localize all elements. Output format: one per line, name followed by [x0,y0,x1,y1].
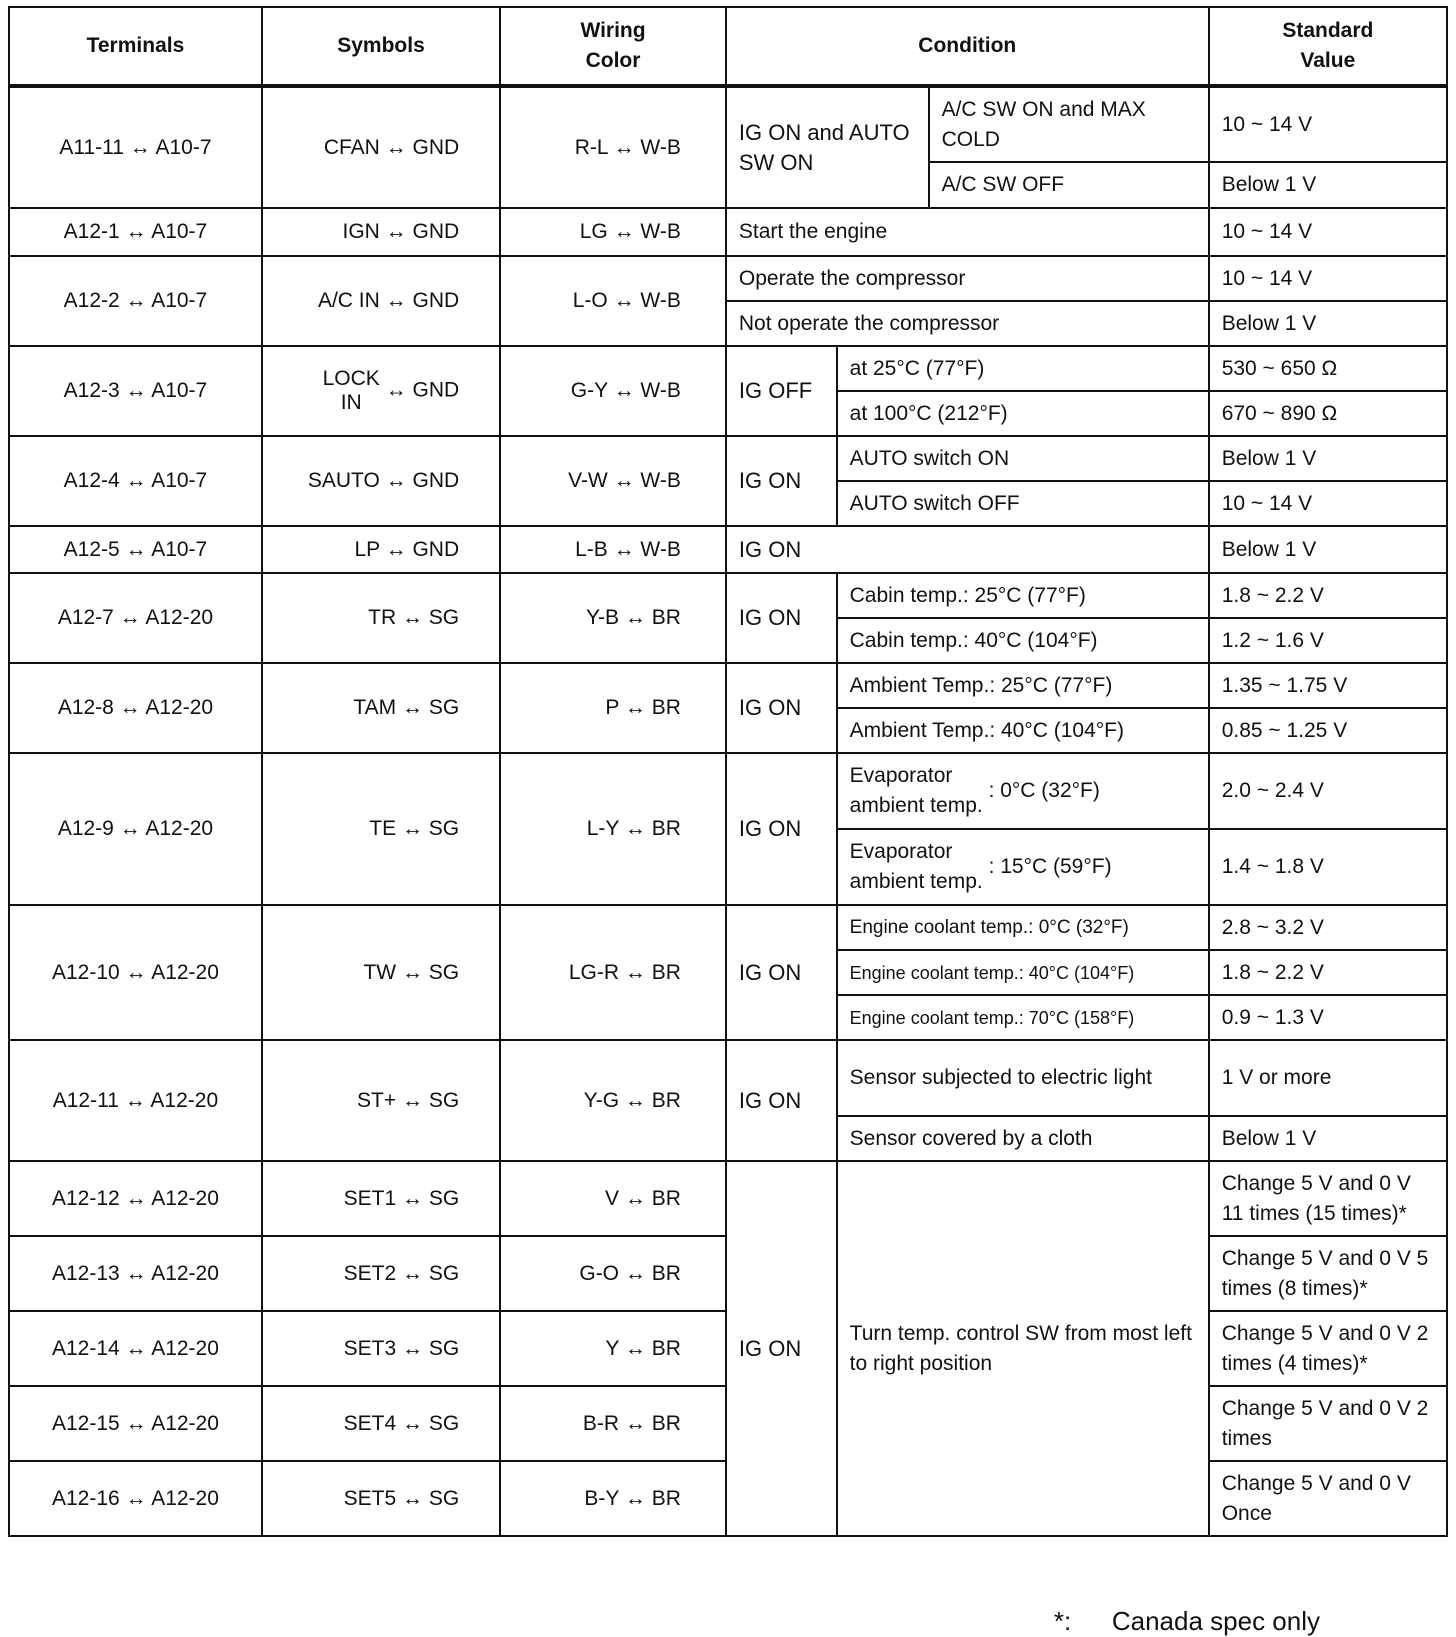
symbols-cell: TAM ↔ SG [262,663,500,753]
terminals-cell: A12-9 ↔ A12-20 [9,753,262,905]
terminals-cell: A12-2 ↔ A10-7 [9,256,262,346]
symbols-cell: SET5 ↔ SG [262,1461,500,1536]
terminals-cell: A12-1 ↔ A10-7 [9,208,262,256]
symbols-cell [262,346,500,436]
value-cell: 10 ~ 14 V [1209,208,1447,256]
symbols-cell: LP ↔ GND [262,526,500,573]
symbol-in: IN [340,391,362,414]
value-cell: 1.4 ~ 1.8 V [1209,829,1447,905]
symbols-cell: SET2 ↔ SG [262,1236,500,1311]
condition-main-cell: IG ON [726,1040,837,1161]
header-terminals: Terminals [9,7,262,86]
header-condition: Condition [726,7,1209,86]
symbols-cell: SET4 ↔ SG [262,1386,500,1461]
evap-label [850,837,983,897]
terminals-cell: A12-3 ↔ A10-7 [9,346,262,436]
condition-main-cell: IG ON and AUTO SW ON [726,86,929,208]
table-row [9,436,1447,481]
symbols-cell: SET1 ↔ SG [262,1161,500,1236]
condition-sub-cell: AUTO switch OFF [837,481,1209,526]
value-cell: Change 5 V and 0 V 2 times (4 times)* [1209,1311,1447,1386]
value-cell: 1.2 ~ 1.6 V [1209,618,1447,663]
value-cell: Below 1 V [1209,301,1447,346]
table-row [9,526,1447,573]
evap-temp: : 15°C (59°F) [988,855,1112,878]
table-row [9,905,1447,950]
value-cell: 10 ~ 14 V [1209,481,1447,526]
condition-main-cell: IG OFF [726,346,837,436]
table-row [9,86,1447,162]
wiring-cell: Y-B ↔ BR [500,573,726,663]
value-cell: Change 5 V and 0 V Once [1209,1461,1447,1536]
evap-line-1: Evaporator [849,840,953,863]
value-cell: 10 ~ 14 V [1209,86,1447,162]
footnote-mark: *: [1053,1606,1072,1636]
condition-cell: Not operate the compressor [726,301,1209,346]
symbols-cell: TW ↔ SG [262,905,500,1040]
wiring-cell: V-W ↔ W-B [500,436,726,526]
value-cell: 0.9 ~ 1.3 V [1209,995,1447,1040]
terminals-cell: A12-15 ↔ A12-20 [9,1386,262,1461]
terminals-cell: A12-12 ↔ A12-20 [9,1161,262,1236]
terminals-cell: A12-8 ↔ A12-20 [9,663,262,753]
terminals-cell: A12-16 ↔ A12-20 [9,1461,262,1536]
condition-main-cell: IG ON [726,905,837,1040]
condition-sub-cell: Sensor covered by a cloth [837,1116,1209,1161]
header-wiring-color: Wiring Color [500,7,726,86]
condition-sub-cell: Sensor subjected to electric light [837,1040,1209,1116]
symbols-cell: TE ↔ SG [262,753,500,905]
condition-sub-cell: at 100°C (212°F) [837,391,1209,436]
condition-sub-cell: AUTO switch ON [837,436,1209,481]
value-cell: 0.85 ~ 1.25 V [1209,708,1447,753]
condition-sub-cell [837,753,1209,829]
wiring-cell: V ↔ BR [500,1161,726,1236]
condition-sub-cell: Engine coolant temp.: 70°C (158°F) [837,995,1209,1040]
wiring-cell: R-L ↔ W-B [500,86,726,208]
evap-line-2: ambient temp. [849,794,983,817]
value-cell: 1.35 ~ 1.75 V [1209,663,1447,708]
symbol-lock: LOCK [322,367,380,390]
evap-temp: : 0°C (32°F) [988,779,1100,802]
wiring-cell: B-R ↔ BR [500,1386,726,1461]
value-cell: Change 5 V and 0 V 2 times [1209,1386,1447,1461]
table-row [9,1040,1447,1116]
table-row [9,256,1447,301]
condition-cell: Start the engine [726,208,1209,256]
table-row [9,753,1447,829]
value-cell: 10 ~ 14 V [1209,256,1447,301]
symbol-lock-in [323,367,380,415]
terminals-cell: A12-13 ↔ A12-20 [9,1236,262,1311]
terminals-cell: A11-11 ↔ A10-7 [9,86,262,208]
terminals-cell: A12-11 ↔ A12-20 [9,1040,262,1161]
value-cell: 2.0 ~ 2.4 V [1209,753,1447,829]
wiring-cell: L-O ↔ W-B [500,256,726,346]
condition-sub-cell: Engine coolant temp.: 40°C (104°F) [837,950,1209,995]
wiring-cell: P ↔ BR [500,663,726,753]
value-cell: Below 1 V [1209,162,1447,208]
wiring-cell: Y ↔ BR [500,1311,726,1386]
wiring-cell: L-B ↔ W-B [500,526,726,573]
table-row [9,573,1447,618]
condition-sub-cell: Ambient Temp.: 40°C (104°F) [837,708,1209,753]
terminals-cell: A12-14 ↔ A12-20 [9,1311,262,1386]
header-symbols: Symbols [262,7,500,86]
condition-sub-cell: Engine coolant temp.: 0°C (32°F) [837,905,1209,950]
footnote-text: Canada spec only [1111,1606,1320,1636]
table-row [9,663,1447,708]
terminals-cell: A12-4 ↔ A10-7 [9,436,262,526]
wiring-cell: LG-R ↔ BR [500,905,726,1040]
condition-sub-cell: at 25°C (77°F) [837,346,1209,391]
wiring-cell: L-Y ↔ BR [500,753,726,905]
value-cell: 1.8 ~ 2.2 V [1209,950,1447,995]
value-cell: Change 5 V and 0 V 11 times (15 times)* [1209,1161,1447,1236]
condition-cell: Turn temp. control SW from most left to right position [837,1161,1209,1536]
symbols-cell: ST+ ↔ SG [262,1040,500,1161]
symbol-gnd: ↔ GND [385,378,460,402]
table-row [9,208,1447,256]
condition-main-cell: IG ON [726,753,837,905]
value-cell: Below 1 V [1209,436,1447,481]
symbols-cell: SAUTO ↔ GND [262,436,500,526]
condition-sub-cell: A/C SW OFF [929,162,1209,208]
wiring-cell: Y-G ↔ BR [500,1040,726,1161]
evap-label [850,761,983,821]
symbols-cell: IGN ↔ GND [262,208,500,256]
wiring-cell: B-Y ↔ BR [500,1461,726,1536]
condition-cell: Operate the compressor [726,256,1209,301]
terminals-cell: A12-5 ↔ A10-7 [9,526,262,573]
condition-sub-cell: Cabin temp.: 25°C (77°F) [837,573,1209,618]
value-cell: 670 ~ 890 Ω [1209,391,1447,436]
condition-cell: IG ON [726,526,1209,573]
value-cell: Below 1 V [1209,1116,1447,1161]
condition-sub-cell: Ambient Temp.: 25°C (77°F) [837,663,1209,708]
condition-sub-cell [837,829,1209,905]
footnote [1054,1606,1320,1637]
condition-sub-cell: Cabin temp.: 40°C (104°F) [837,618,1209,663]
condition-main-cell: IG ON [726,663,837,753]
terminals-cell: A12-7 ↔ A12-20 [9,573,262,663]
header-standard-value: Standard Value [1209,7,1447,86]
symbols-cell: CFAN ↔ GND [262,86,500,208]
terminal-spec-table [8,6,1448,1537]
evap-line-2: ambient temp. [849,870,983,893]
symbols-cell: SET3 ↔ SG [262,1311,500,1386]
wiring-cell: G-Y ↔ W-B [500,346,726,436]
terminals-cell: A12-10 ↔ A12-20 [9,905,262,1040]
value-cell: Below 1 V [1209,526,1447,573]
condition-main-cell: IG ON [726,436,837,526]
evap-line-1: Evaporator [849,764,953,787]
condition-main-cell: IG ON [726,573,837,663]
symbols-cell: TR ↔ SG [262,573,500,663]
header-row [9,7,1447,86]
table-row [9,346,1447,391]
value-cell: Change 5 V and 0 V 5 times (8 times)* [1209,1236,1447,1311]
value-cell: 1 V or more [1209,1040,1447,1116]
symbols-cell: A/C IN ↔ GND [262,256,500,346]
table-row [9,1161,1447,1236]
wiring-cell: G-O ↔ BR [500,1236,726,1311]
condition-sub-cell: A/C SW ON and MAX COLD [929,86,1209,162]
value-cell: 530 ~ 650 Ω [1209,346,1447,391]
value-cell: 2.8 ~ 3.2 V [1209,905,1447,950]
wiring-cell: LG ↔ W-B [500,208,726,256]
value-cell: 1.8 ~ 2.2 V [1209,573,1447,618]
condition-main-cell: IG ON [726,1161,837,1536]
